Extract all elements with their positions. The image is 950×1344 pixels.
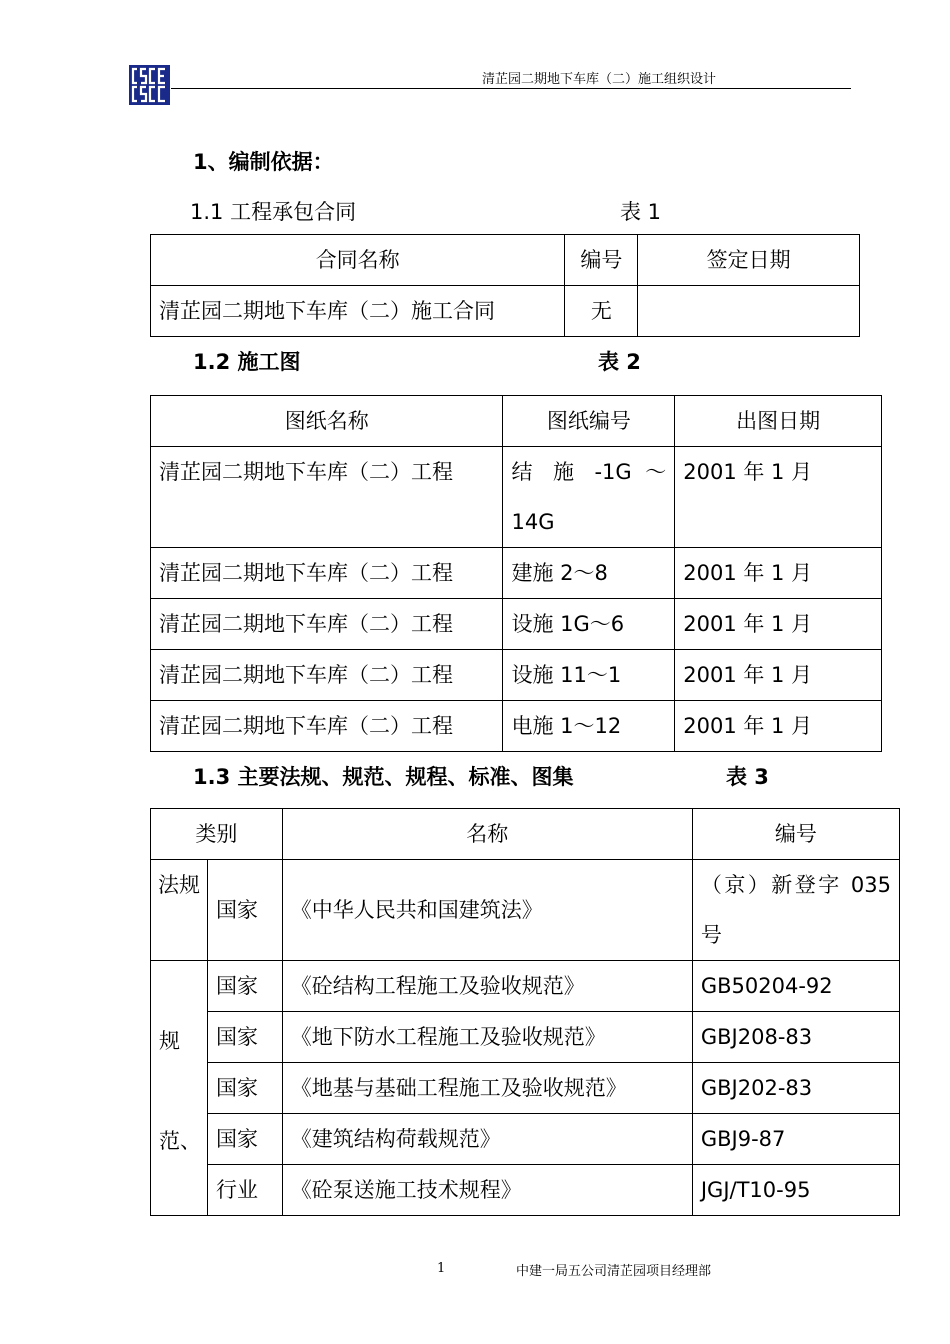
drawings-table [150,395,882,752]
table-cell: 2001 年 1 月 [675,548,882,599]
table-cell: 《砼结构工程施工及验收规范》 [282,961,692,1012]
table-cell: 清芷园二期地下车库（二）施工合同 [151,286,565,337]
cscec-logo [129,65,170,105]
table-row [151,599,882,650]
table1-caption-text: 1.1 工程承包合同 [190,200,357,224]
table-cell: 2001 年 1 月 [675,447,882,548]
table1-tag: 表 1 [620,200,662,224]
header-cell: 出图日期 [675,396,882,447]
table-cell: 清芷园二期地下车库（二）工程 [151,447,503,548]
table-row [151,650,882,701]
table-cell: 国家 [208,860,283,961]
section-heading: 1、编制依据： [193,150,334,174]
table-cell: 电施 1～12 [503,701,675,752]
header-cell: 图纸名称 [151,396,503,447]
table-cell: 设施 1G～6 [503,599,675,650]
table-cell: GBJ202-83 [692,1063,899,1114]
header-cell: 图纸编号 [503,396,675,447]
page-number: 1 [437,1261,446,1276]
table-cell: JGJ/T10-95 [692,1165,899,1216]
table-row [151,961,900,1012]
table-cell: 结 施 -1G ～ 14G [503,447,675,548]
table-cell: 2001 年 1 月 [675,599,882,650]
table-row [151,1063,900,1114]
table-header-row [151,809,900,860]
table-cell: 《建筑结构荷载规范》 [282,1114,692,1165]
table2-caption: 1.2 施工图 [193,350,301,374]
table2-tag: 表 2 [598,350,641,374]
table-cell: 清芷园二期地下车库（二）工程 [151,701,503,752]
header-rule [171,88,851,89]
table-row [151,1012,900,1063]
header-cell: 合同名称 [151,235,565,286]
table-row [151,860,900,961]
table-row [151,548,882,599]
table-header-row [151,396,882,447]
table-cell: 行业 [208,1165,283,1216]
table-cell: 清芷园二期地下车库（二）工程 [151,599,503,650]
table-cell: 国家 [208,961,283,1012]
header-cell: 名称 [282,809,692,860]
table-cell: GBJ9-87 [692,1114,899,1165]
table-cell: 国家 [208,1063,283,1114]
table-cell: 《中华人民共和国建筑法》 [282,860,692,961]
table-cell: 无 [565,286,638,337]
table-cell: 《砼泵送施工技术规程》 [282,1165,692,1216]
table-row [151,286,860,337]
header-title: 清芷园二期地下车库（二）施工组织设计 [482,72,717,87]
table3-tag: 表 3 [726,765,769,789]
table-cell: GB50204-92 [692,961,899,1012]
table-cell: 建施 2～8 [503,548,675,599]
category-cell: 规范、 [151,961,208,1216]
table-cell: 2001 年 1 月 [675,650,882,701]
header-cell: 编号 [565,235,638,286]
table-cell: 国家 [208,1012,283,1063]
footer-org: 中建一局五公司清芷园项目经理部 [516,1264,712,1279]
table-header-row [151,235,860,286]
table1-caption [190,196,662,226]
header-cell: 编号 [692,809,899,860]
regulations-table [150,808,900,1216]
contract-table [150,234,860,337]
table-row [151,447,882,548]
table-cell: 设施 11～1 [503,650,675,701]
table-cell: GBJ208-83 [692,1012,899,1063]
header-cell: 签定日期 [638,235,860,286]
table-cell: 国家 [208,1114,283,1165]
table-cell: 《地基与基础工程施工及验收规范》 [282,1063,692,1114]
table-row [151,1114,900,1165]
table3-caption: 1.3 主要法规、规范、规程、标准、图集 [193,765,574,789]
table-row [151,1165,900,1216]
category-cell: 法规 [151,860,208,961]
header-cell: 类别 [151,809,283,860]
table-row [151,701,882,752]
table-cell: 《地下防水工程施工及验收规范》 [282,1012,692,1063]
table-cell: 清芷园二期地下车库（二）工程 [151,650,503,701]
table-cell [638,286,860,337]
table-cell: （京）新登字 035 号 [692,860,899,961]
table-cell: 清芷园二期地下车库（二）工程 [151,548,503,599]
table-cell: 2001 年 1 月 [675,701,882,752]
